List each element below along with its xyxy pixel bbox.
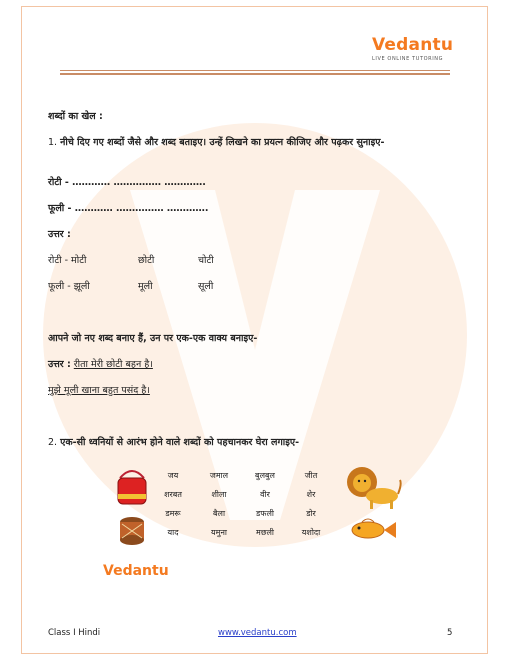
grid-word: बैला: [212, 509, 226, 518]
header-rule-thick: [60, 73, 450, 75]
grid-word: बुलबुल: [255, 471, 275, 480]
question-1: [48, 136, 456, 150]
question-2-text: एक-सी ध्वनियों से आरंभ होने वाले शब्दों को पहचानकर घेरा लगाइए-: [60, 437, 300, 448]
grid-row-2: [150, 485, 336, 504]
grid-row-3: [150, 504, 336, 523]
sentence-answer-2: मुझे मूली खाना बहुत पसंद है।: [48, 385, 150, 396]
bag-icon: [118, 471, 146, 504]
grid-word: यशोदा: [301, 528, 321, 537]
sentence-prompt: आपने जो नए शब्द बनाए हैं, उन पर एक-एक वाक्य बनाइए-: [48, 333, 258, 344]
section-heading: शब्दों का खेल :: [48, 111, 103, 122]
header-rule: [60, 70, 450, 71]
footer-class: Class I Hindi: [48, 628, 101, 638]
answer-row-2-col-2: मूली: [138, 281, 153, 292]
grid-word: जमाल: [209, 471, 229, 480]
page-number: 5: [447, 628, 453, 638]
drum-icon: [120, 517, 144, 545]
question-2-number: 2.: [48, 437, 58, 448]
answer-row-2-col-3: सूली: [198, 281, 214, 292]
lion-and-fish-icons: [340, 464, 402, 550]
sentence-answer-1: [48, 358, 153, 372]
logo-tagline: LIVE ONLINE TUTORING: [372, 56, 444, 62]
grid-word: डफली: [256, 509, 274, 518]
question-1-text: नीचे दिए गए शब्दों जैसे और शब्द बताइए। उन्हें लिखने का प्रयत्न कीजिए और पढ़कर सुनाइए-: [60, 137, 385, 148]
grid-word: जीत: [304, 471, 318, 480]
lion-icon: [347, 467, 401, 509]
grid-word: डमरू: [165, 509, 181, 518]
image-logo: Vedantu: [103, 563, 169, 579]
fish-icon: [352, 519, 396, 538]
grid-word: वीर: [260, 490, 270, 499]
grid-row-4: [150, 523, 336, 542]
word-grid-illustration: [114, 464, 404, 550]
question-1-number: 1.: [48, 137, 58, 148]
grid-word: शरबत: [164, 490, 182, 499]
answer-row-1-col-3: चोटी: [198, 255, 214, 266]
blank-line-2: फूली - ………… …………… ………….: [48, 203, 209, 214]
word-grid: [150, 466, 336, 542]
question-2: [48, 436, 299, 450]
bag-and-drum-icons: [114, 464, 150, 550]
sentence-answer-1-text: रीता मेरी छोटी बहन है।: [73, 359, 153, 370]
grid-word: डोर: [306, 509, 316, 518]
brand-logo[interactable]: [372, 35, 462, 75]
grid-word: शेर: [306, 490, 316, 499]
grid-word: याद: [167, 528, 179, 537]
answer-row-1-col-1: रोटी - मोटी: [48, 255, 87, 266]
logo-word: Vedantu: [372, 35, 454, 55]
footer-link[interactable]: www.vedantu.com: [218, 628, 297, 638]
grid-word: मछली: [256, 528, 274, 537]
grid-word: शीला: [211, 490, 227, 499]
grid-word: जय: [167, 471, 179, 480]
answer-label: उत्तर :: [48, 229, 71, 240]
answer-row-2-col-1: फूली - झूली: [48, 281, 90, 292]
sentence-answer-label: उत्तर :: [48, 359, 71, 370]
grid-row-1: [150, 466, 336, 485]
answer-row-1-col-2: छोटी: [138, 255, 155, 266]
grid-word: यमुना: [211, 528, 227, 537]
blank-line-1: रोटी - ………… …………… ………….: [48, 177, 206, 188]
